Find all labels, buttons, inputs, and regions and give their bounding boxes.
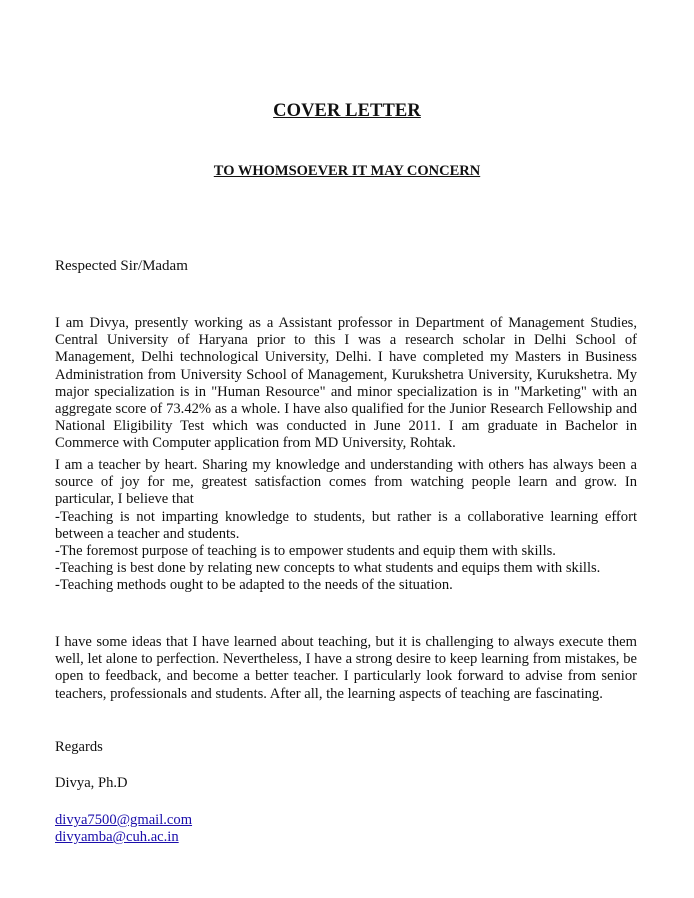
belief-item: -Teaching methods ought to be adapted to the needs of the situation. [55,577,453,594]
closing: Regards [55,739,103,755]
paragraph-intro: I am a teacher by heart. Sharing my knowledge and understanding with others has always been a source of joy for me, greatest satisfaction comes from watching people learn and grow. In particular, I believe that [55,457,637,508]
belief-item: -The foremost purpose of teaching is to empower students and equip them with skills. [55,543,556,560]
email-list [55,812,192,846]
paragraph-background: I am Divya, presently working as a Assistant professor in Department of Management Studies, Central University of Haryana prior to this I was a research scholar in Delhi School of Management, Delhi technological University, Delhi. I have completed my Masters in Business Administration from University School of Management, Kurukshetra University, Kurukshetra. My major specialization is in "Human Resource" and minor specialization is in "Marketing" with an aggregate score of 73.42% as a whole. I have also qualified for the Junior Research Fellowship and National Eligibility Test which was conducted in June 2011. I am graduate in Bachelor in Commerce with Computer application from MD University, Rohtak. [55,315,637,452]
belief-item: -Teaching is not imparting knowledge to students, but rather is a collaborative learning effort between a teacher and students. [55,508,637,542]
document-subtitle: TO WHOMSOEVER IT MAY CONCERN [213,163,481,179]
paragraph-teaching-philosophy [55,457,637,595]
email-link-gmail[interactable]: divya7500@gmail.com [55,812,193,828]
belief-item: -Teaching is best done by relating new concepts to what students and equips them with skills. [55,560,601,577]
paragraph-learning: I have some ideas that I have learned about teaching, but it is challenging to always execute them well, let alone to perfection. Nevertheless, I have a strong desire to keep learning from mistakes, be open to feedback, and become a better teacher. I particularly look forward to advise from senior teachers, professionals and students. After all, the learning aspects of teaching are fascinating. [55,634,637,702]
signature: Divya, Ph.D [55,775,128,791]
salutation: Respected Sir/Madam [55,258,188,274]
email-link-cuh[interactable]: divyamba@cuh.ac.in [55,829,179,845]
document-title: COVER LETTER [273,101,421,121]
